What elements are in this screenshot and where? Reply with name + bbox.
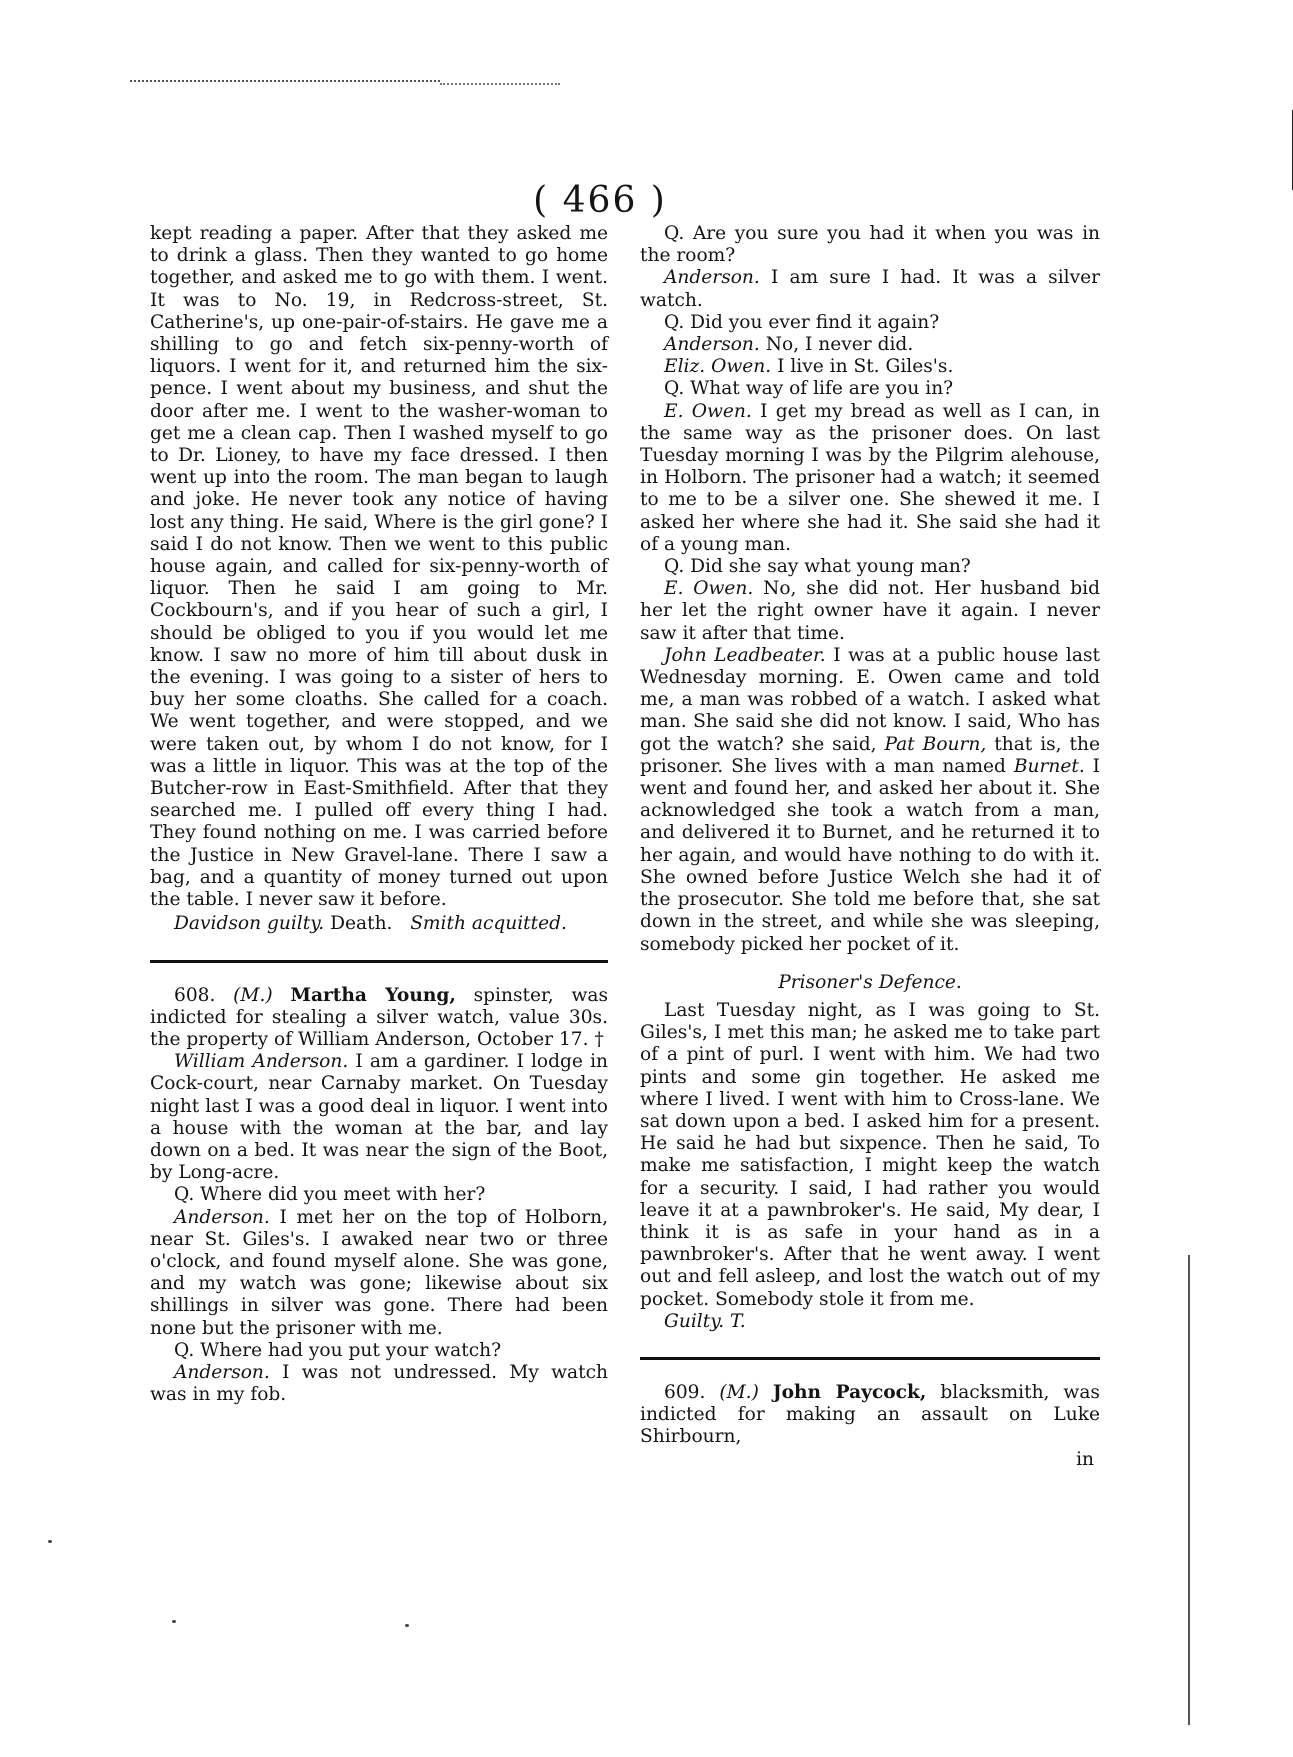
speaker-text: I am a gardiner. I lodge in Cock-court, near Carnaby market. On Tuesday night last I was a good deal in liquor. I went into a house with the woman at the bar, and lay down on a bed. It was near the sign of the Boot, by Long-acre.: [150, 1051, 608, 1184]
testimony-paragraph: [150, 1207, 608, 1340]
question-line: Q. Where did you meet with her?: [174, 1184, 486, 1206]
testimony-continuation: kept reading a paper. After that they asked me to drink a glass. Then they wanted to go home together, and asked me to go with them. I went. It was to No. 19, in Redcross-street, St. Catherine's, up one-pair-of-stairs. He gave me a shilling to go and fetch six-penny-worth of liquors. I went for it, and returned him the six-pence. I went about my business, and shut the door after me. I went to the washer-woman to get me a clean cap. Then I washed myself to go to Dr. Lioney, to have my face dressed. I then went up into the room. The man began to laugh and joke. He never took any notice of having lost any thing. He said, Where is the girl gone? I said I do not know. Then we went to this public house again, and called for six-penny-worth of liquor. Then he said I am going to Mr. Cockbourn's, and if you hear of such a girl, I should be obliged to you if you would let me know. I saw no more of him till about dusk in the evening. I was going to a sister of hers to buy her some cloaths. She called for a coach. We went together, and were stopped, and we were taken out, by whom I do not know, for I was a little in liquor. This was at the top of the Butcher-row in East-Smithfield. After that they searched me. I pulled off every thing I had. They found nothing on me. I was carried before the Justice in New Gravel-lane. There I saw a bag, and a quantity of money turned out upon the table. I never saw it before.: [150, 223, 608, 911]
scan-edge-mark: [1188, 1255, 1190, 1725]
catchword: in: [1076, 1448, 1094, 1470]
verdict-death: Death.: [330, 913, 393, 935]
speaker-name: E. Owen.: [664, 578, 754, 600]
testimony-paragraph: [640, 645, 1100, 956]
speaker-name: Anderson.: [664, 334, 760, 356]
case-text: blacksmith, was indicted for making an assault on Luke Shirbourn,: [640, 1381, 1100, 1448]
scan-speck: [172, 1620, 176, 1623]
testimony-paragraph: [640, 356, 1100, 378]
case-number: 608.: [174, 984, 216, 1006]
section-divider: [640, 1357, 1100, 1360]
speaker-text: I get my bread as well as I can, in the same way as the prisoner does. On last Tuesday morning I was by the Pilgrim alehouse, in Holborn. The prisoner had a watch; it seemed to me to be a silver one. She shewed it me. I asked her where she had it. She said she had it of a young man.: [640, 400, 1100, 555]
question-line: Q. What way of life are you in?: [664, 378, 954, 400]
speaker-name: Anderson.: [174, 1361, 270, 1383]
testimony-paragraph: [150, 1051, 608, 1184]
verdict-line: [150, 913, 608, 935]
verdict-davidson: Davidson guilty.: [174, 913, 325, 935]
case-defendant: John Paycock,: [772, 1381, 927, 1403]
speaker-text: I was at a public house last Wednesday morning. E. Owen came and told me, a man was robbed of a watch. I asked what man. She said she did not know. I said, Who has got the watch? she said,: [640, 644, 1100, 755]
speaker-text: I went and found her, and asked her about it. She acknowledged she took a watch from a man, and delivered it to Burnet, and he returned it to her again, and would have nothing to do with it. She owned before Justice Welch she had it of the prosecutor. She told me before that, she sat down in the street, and while she was sleeping, somebody picked her pocket of it.: [640, 755, 1100, 955]
case-609-heading: [640, 1382, 1100, 1449]
right-column: [640, 223, 1100, 1471]
speaker-text: No, I never did.: [765, 334, 914, 356]
case-defendant: Martha Young,: [290, 984, 456, 1006]
section-divider: [150, 960, 608, 963]
speaker-name: Eliz. Owen.: [664, 356, 772, 378]
testimony-paragraph: [150, 1362, 608, 1406]
testimony-paragraph: [640, 578, 1100, 645]
left-column: [150, 223, 608, 1406]
testimony-paragraph: [640, 334, 1100, 356]
speaker-text: I live in St. Giles's.: [777, 356, 954, 378]
named-person: Pat Bourn,: [884, 733, 987, 755]
case-608-heading: [150, 985, 608, 1052]
scan-artifact-dots: [130, 80, 440, 82]
speaker-name: Anderson.: [174, 1206, 270, 1228]
speaker-name: Anderson.: [664, 267, 760, 289]
speaker-name: E. Owen.: [664, 400, 752, 422]
speaker-text: No, she did not. Her husband bid her let the right owner have it again. I never saw it after that time.: [640, 578, 1100, 644]
verdict-line: Guilty. T.: [664, 1310, 746, 1332]
speaker-text: I am sure I had. It was a silver watch.: [640, 267, 1100, 311]
defence-heading: Prisoner's Defence.: [778, 971, 962, 993]
speaker-text: I met her on the top of Holborn, near St. Giles's. I awaked near two or three o'clock, and found myself alone. She was gone, and my watch was gone; likewise about six shillings in silver was gone. There had been none but the prisoner with me.: [150, 1206, 608, 1339]
scan-artifact-dots: [440, 83, 560, 85]
testimony-paragraph: [640, 401, 1100, 556]
case-text: spinster, was indicted for stealing a silver watch, value 30s. the property of William Anderson, October 17. †: [150, 984, 608, 1050]
question-line: Q. Are you sure you had it when you was in the room?: [640, 223, 1100, 267]
speaker-text: I was not undressed. My watch was in my fob.: [150, 1361, 608, 1406]
speaker-name: William Anderson.: [174, 1051, 349, 1073]
verdict-smith: Smith acquitted.: [410, 913, 567, 935]
scan-speck: [405, 1624, 409, 1627]
page-number: ( 466 ): [533, 180, 667, 221]
speaker-name: John Leadbeater.: [664, 644, 826, 666]
speaker-text: that is, the prisoner. She lives with a man named: [640, 733, 1100, 777]
case-marker: (M.): [233, 984, 273, 1006]
defence-paragraph: Last Tuesday night, as I was going to St. Giles's, I met this man; he asked me to take part of a pint of purl. I went with him. We had two pints and some gin together. He asked me where I lived. I went with him to Cross-lane. We sat down upon a bed. I asked him for a present. He said he had but sixpence. Then he said, To make me satisfaction, I might keep the watch for a security. I said, I had rather you would leave it at a pawnbroker's. He said, My dear, I think it is as safe in your hand as in a pawnbroker's. After that he went away. I went out and fell asleep, and lost the watch out of my pocket. Somebody stole it from me.: [640, 999, 1100, 1310]
scan-speck: [48, 1540, 52, 1543]
question-line: Q. Did she say what young man?: [664, 556, 971, 578]
question-line: Q. Did you ever find it again?: [664, 311, 940, 333]
case-number: 609.: [664, 1381, 706, 1403]
testimony-paragraph: [640, 267, 1100, 311]
named-person: Burnet.: [1013, 755, 1085, 777]
question-line: Q. Where had you put your watch?: [174, 1339, 502, 1361]
case-marker: (M.): [719, 1381, 759, 1403]
